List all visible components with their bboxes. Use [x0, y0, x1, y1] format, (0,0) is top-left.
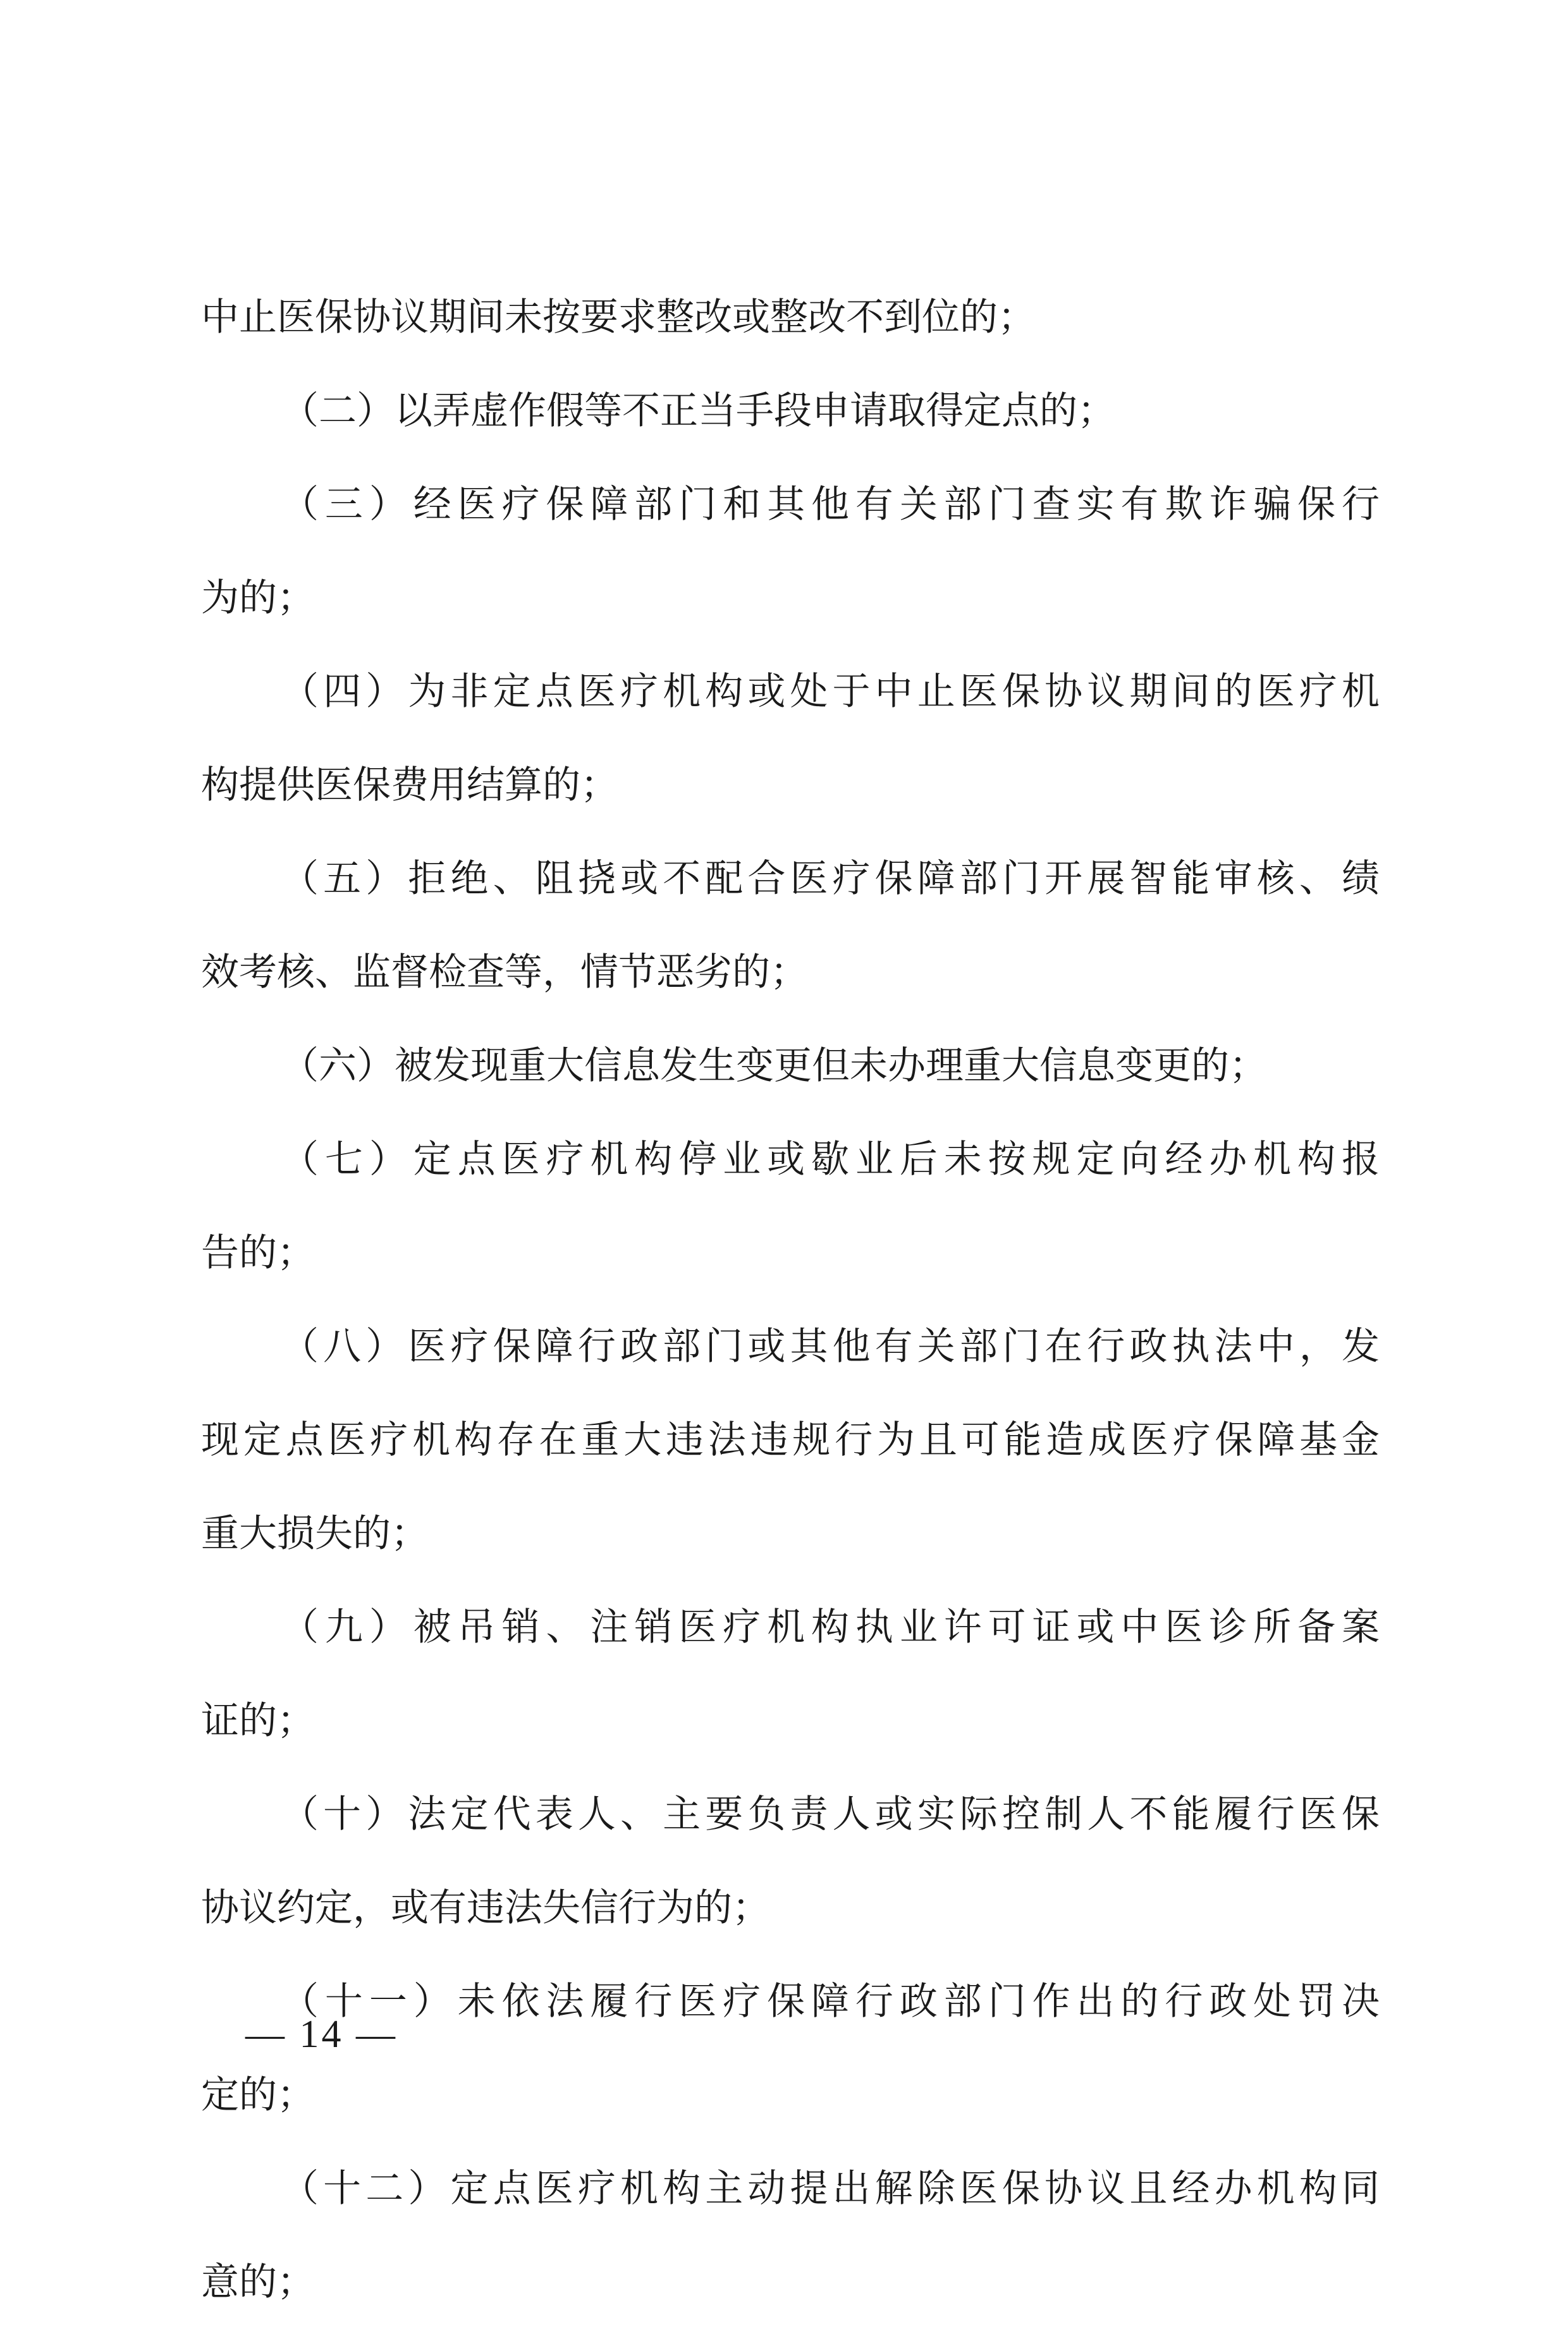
text-line: 证的；: [201, 1699, 315, 1743]
text-line: 效考核、监督检查等，情节恶劣的；: [201, 950, 808, 994]
text-line: 重大损失的；: [201, 1512, 429, 1556]
text-line: （十二）定点医疗机构主动提出解除医保协议且经办机构同: [281, 2167, 1380, 2211]
text-line: 告的；: [201, 1231, 315, 1275]
text-line: 意的；: [201, 2260, 315, 2304]
text-line: （九）被吊销、注销医疗机构执业许可证或中医诊所备案: [281, 1605, 1380, 1649]
text-line: 定的；: [201, 2073, 315, 2117]
text-line: （十）法定代表人、主要负责人或实际控制人不能履行医保: [281, 1792, 1380, 1837]
text-line: （二）以弄虚作假等不正当手段申请取得定点的；: [281, 389, 1115, 433]
text-line: （七）定点医疗机构停业或歇业后未按规定向经办机构报: [281, 1137, 1380, 1182]
text-line: 协议约定，或有违法失信行为的；: [201, 1886, 770, 1930]
text-line: （十一）未依法履行医疗保障行政部门作出的行政处罚决: [281, 1979, 1380, 2024]
text-line: （四）为非定点医疗机构或处于中止医保协议期间的医疗机: [281, 669, 1380, 714]
text-line: （八）医疗保障行政部门或其他有关部门在行政执法中，发: [281, 1324, 1380, 1369]
text-line: （五）拒绝、阻挠或不配合医疗保障部门开展智能审核、绩: [281, 857, 1380, 901]
text-line: 现定点医疗机构存在重大违法违规行为且可能造成医疗保障基金: [201, 1418, 1380, 1462]
text-line: 为的；: [201, 576, 315, 620]
text-line: 构提供医保费用结算的；: [201, 763, 618, 807]
page-number: — 14 —: [245, 2013, 398, 2056]
text-line: （三）经医疗保障部门和其他有关部门查实有欺诈骗保行: [281, 482, 1380, 527]
text-line: （六）被发现重大信息发生变更但未办理重大信息变更的；: [281, 1044, 1267, 1088]
text-line: 中止医保协议期间未按要求整改或整改不到位的；: [201, 295, 1036, 339]
